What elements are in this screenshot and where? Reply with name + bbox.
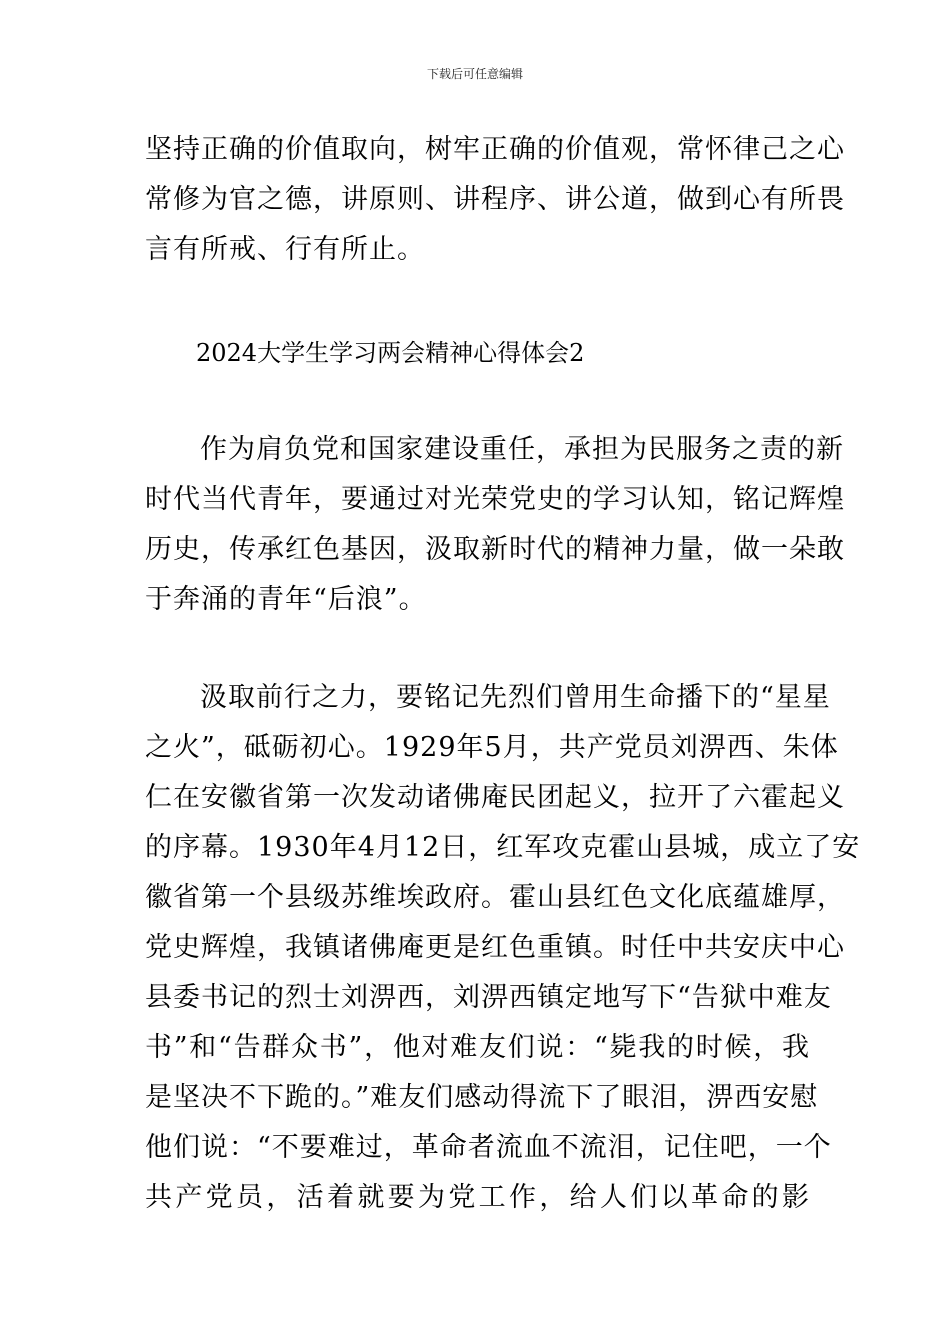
paragraph-line: 言有所戒、行有所止。	[145, 234, 425, 265]
paragraph-line: 汲取前行之力，要铭记先烈们曾用生命播下的“星星	[200, 682, 831, 713]
paragraph-line: 徽省第一个县级苏维埃政府。霍山县红色文化底蕴雄厚，	[145, 882, 845, 913]
paragraph-line: 常修为官之德，讲原则、讲程序、讲公道，做到心有所畏	[145, 184, 845, 215]
paragraph-line: 是坚决不下跪的。”难友们感动得流下了眼泪，淠西安慰	[145, 1082, 819, 1113]
paragraph-line: 的序幕。1930年4月12日，红军攻克霍山县城，成立了安	[145, 832, 861, 863]
paragraph-line: 书”和“告群众书”，他对难友们说：“毙我的时候，我	[145, 1032, 810, 1063]
paragraph-line: 历史，传承红色基因，汲取新时代的精神力量，做一朵敢	[145, 534, 845, 565]
paragraph-line: 党史辉煌，我镇诸佛庵更是红色重镇。时任中共安庆中心	[145, 932, 845, 963]
paragraph-line: 于奔涌的青年“后浪”。	[145, 584, 427, 615]
paragraph-line: 作为肩负党和国家建设重任，承担为民服务之责的新	[200, 434, 844, 465]
paragraph-line: 共产党员，活着就要为党工作，给人们以革命的影	[145, 1182, 810, 1213]
paragraph-line: 仁在安徽省第一次发动诸佛庵民团起义，拉开了六霍起义	[145, 782, 845, 813]
page-header: 下载后可任意编辑	[426, 67, 523, 81]
paragraph-line: 时代当代青年，要通过对光荣党史的学习认知，铭记辉煌	[145, 484, 845, 515]
paragraph-line: 之火”，砥砺初心。1929年5月，共产党员刘淠西、朱体	[145, 732, 839, 763]
section-title: 2024大学生学习两会精神心得体会2	[196, 339, 585, 367]
paragraph-line: 县委书记的烈士刘淠西，刘淠西镇定地写下“告狱中难友	[145, 982, 832, 1013]
paragraph-line: 坚持正确的价值取向，树牢正确的价值观，常怀律己之心	[145, 134, 845, 165]
paragraph-line: 他们说：“不要难过，革命者流血不流泪，记住吧，一个	[145, 1132, 832, 1163]
